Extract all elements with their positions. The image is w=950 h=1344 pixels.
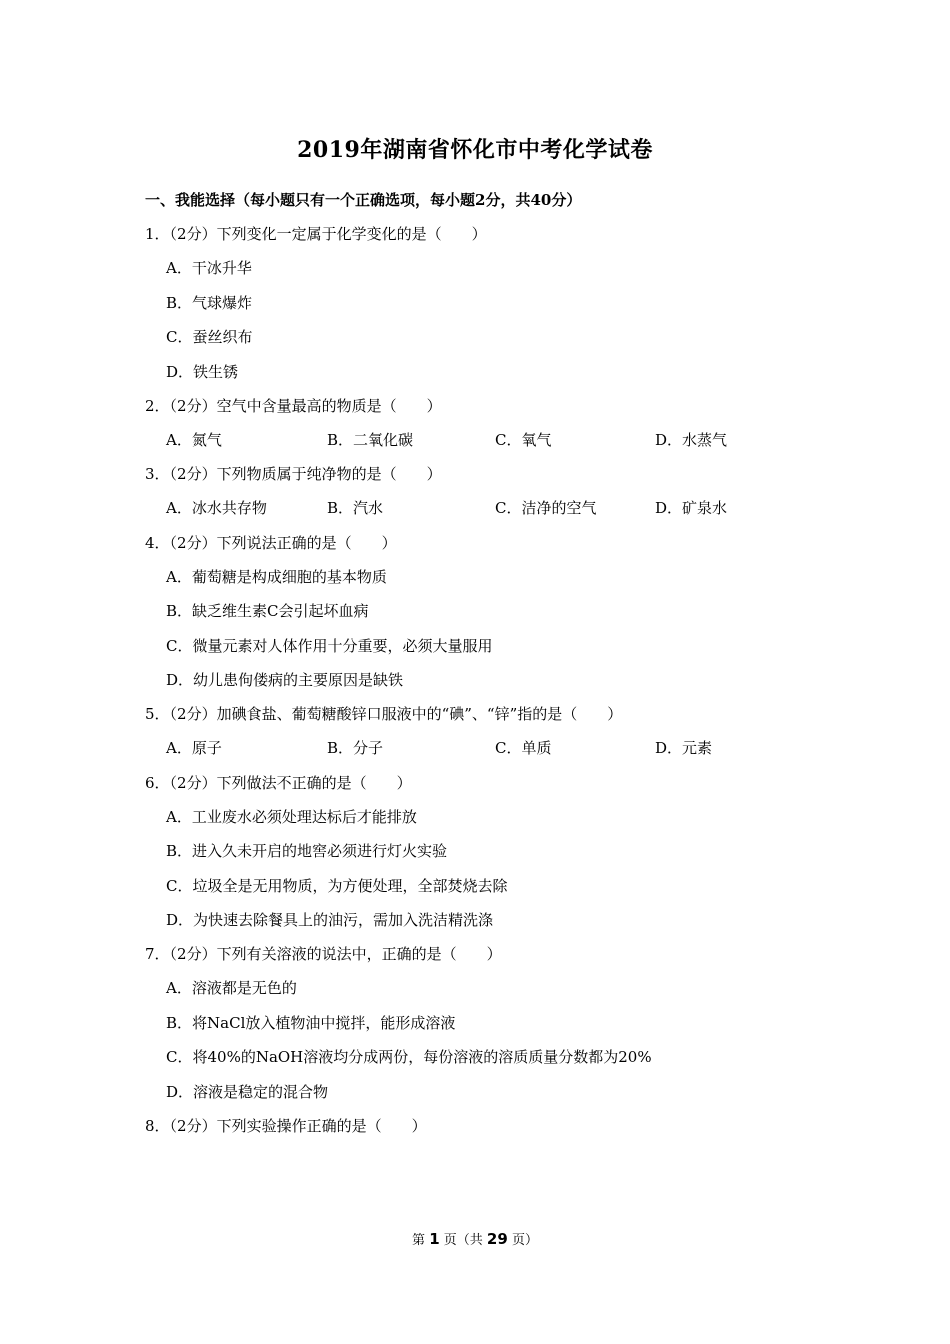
question-5-option-b: B．分子	[327, 739, 384, 757]
footer-middle: 页（共	[443, 1233, 483, 1248]
question-2-option-d: D．水蒸气	[655, 431, 728, 449]
question-6-stem: 6．（2分）下列做法不正确的是（ ）	[145, 774, 412, 792]
question-7-stem: 7．（2分）下列有关溶液的说法中，正确的是（ ）	[145, 945, 502, 963]
question-4-option-a: A．葡萄糖是构成细胞的基本物质	[166, 568, 387, 586]
question-4-stem: 4．（2分）下列说法正确的是（ ）	[145, 534, 397, 552]
question-6-option-b: B．进入久未开启的地窖必须进行灯火实验	[166, 842, 448, 860]
question-1-option-d: D．铁生锈	[166, 363, 239, 381]
question-5-option-a: A．原子	[166, 739, 222, 757]
footer-prefix: 第	[412, 1233, 426, 1248]
question-1-option-c: C．蚕丝织布	[166, 328, 253, 346]
question-3-option-a: A．冰水共存物	[166, 499, 267, 517]
page-footer	[0, 1229, 950, 1248]
question-2-stem: 2．（2分）空气中含量最高的物质是（ ）	[145, 397, 442, 415]
question-6-option-c: C．垃圾全是无用物质，为方便处理，全部焚烧去除	[166, 877, 508, 895]
question-3-option-b: B．汽水	[327, 499, 384, 517]
question-7-option-a: A．溶液都是无色的	[166, 979, 297, 997]
question-2-option-a: A．氮气	[166, 431, 222, 449]
section-heading: 一、我能选择（每小题只有一个正确选项，每小题2分，共40分）	[145, 191, 582, 209]
question-1-stem: 1．（2分）下列变化一定属于化学变化的是（ ）	[145, 225, 487, 243]
question-7-option-c: C．将40%的NaOH溶液均分成两份，每份溶液的溶质质量分数都为20%	[166, 1048, 652, 1066]
question-7-option-b: B．将NaCl放入植物油中搅拌，能形成溶液	[166, 1014, 456, 1032]
question-5-stem: 5．（2分）加碘食盐、葡萄糖酸锌口服液中的“碘”、“锌”指的是（ ）	[145, 705, 623, 723]
question-4-option-b: B．缺乏维生素C会引起坏血病	[166, 602, 369, 620]
question-3-stem: 3．（2分）下列物质属于纯净物的是（ ）	[145, 465, 442, 483]
question-4-option-c: C．微量元素对人体作用十分重要，必须大量服用	[166, 637, 493, 655]
question-6-option-d: D．为快速去除餐具上的油污，需加入洗洁精洗涤	[166, 911, 494, 929]
question-3-option-d: D．矿泉水	[655, 499, 728, 517]
question-3-option-c: C．洁净的空气	[495, 499, 597, 517]
question-2-option-c: C．氧气	[495, 431, 552, 449]
question-4-option-d: D．幼儿患佝偻病的主要原因是缺铁	[166, 671, 404, 689]
question-1-option-a: A．干冰升华	[166, 259, 252, 277]
question-1-option-b: B．气球爆炸	[166, 294, 253, 312]
document-title: 2019年湖南省怀化市中考化学试卷	[297, 137, 653, 163]
question-5-option-d: D．元素	[655, 739, 713, 757]
current-page-number: 1	[429, 1230, 440, 1248]
question-6-option-a: A．工业废水必须处理达标后才能排放	[166, 808, 417, 826]
total-page-number: 29	[486, 1230, 508, 1248]
question-2-option-b: B．二氧化碳	[327, 431, 414, 449]
question-5-option-c: C．单质	[495, 739, 552, 757]
question-8-stem: 8．（2分）下列实验操作正确的是（ ）	[145, 1117, 427, 1135]
question-7-option-d: D．溶液是稳定的混合物	[166, 1083, 329, 1101]
footer-suffix: 页）	[511, 1233, 538, 1248]
